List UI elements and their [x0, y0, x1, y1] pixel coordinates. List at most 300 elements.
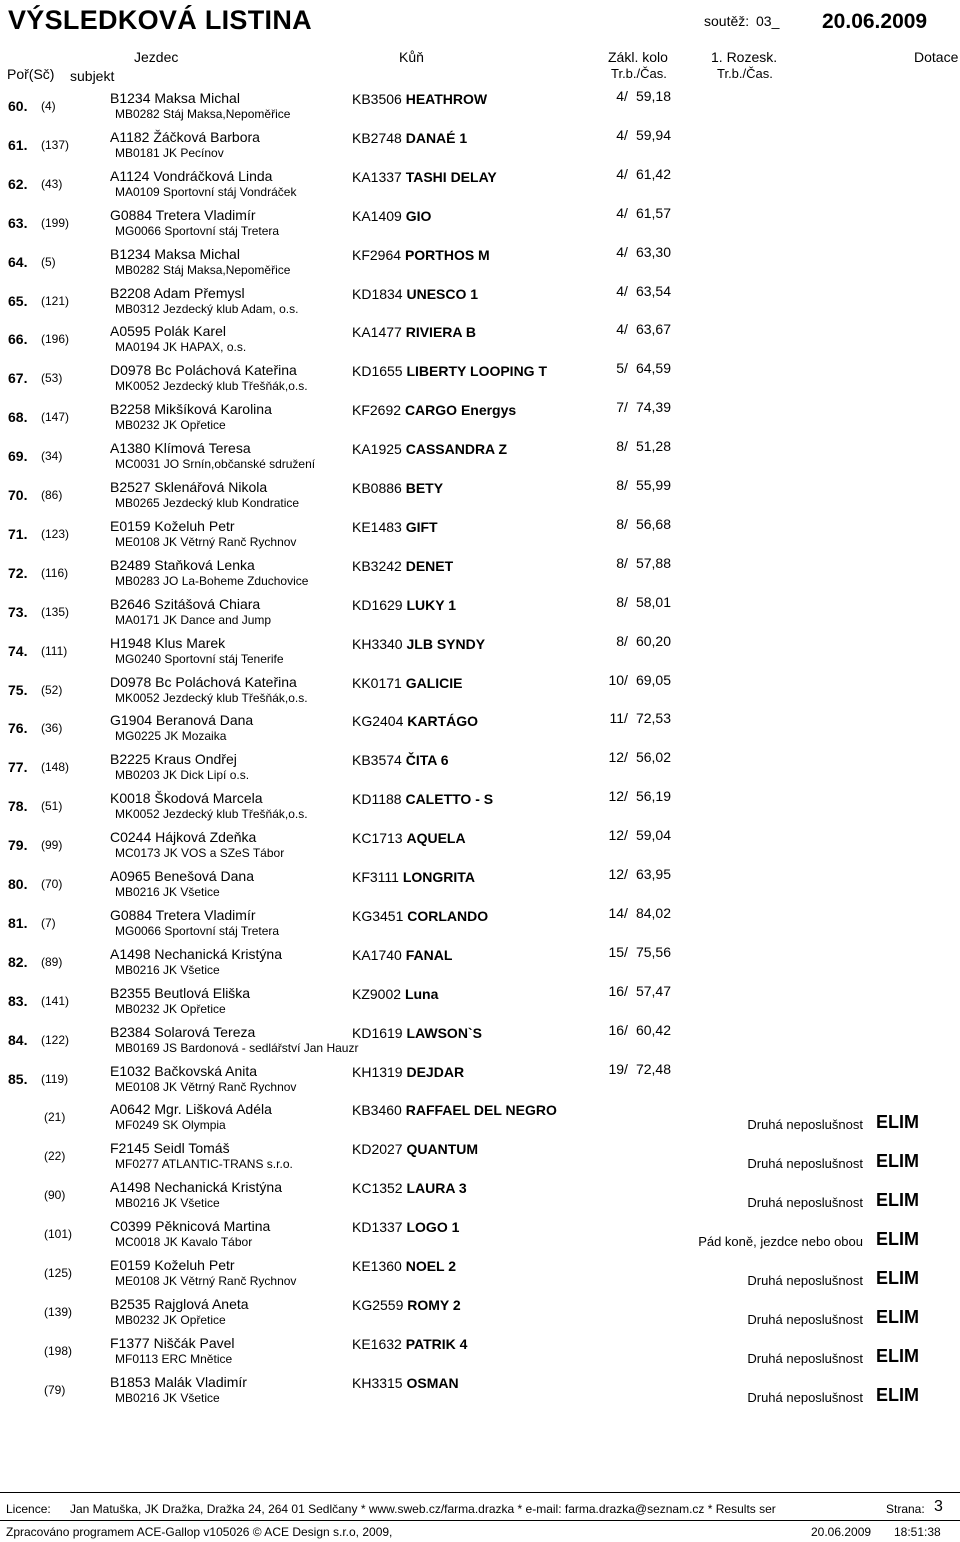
- result-row: [0, 399, 960, 438]
- rider: F2145 Seidl Tomáš: [110, 1140, 230, 1157]
- round-result: [595, 672, 671, 688]
- horse: [352, 791, 493, 807]
- elimination-reason: Druhá neposlušnost: [747, 1311, 863, 1327]
- horse: [352, 441, 507, 457]
- round-result: [595, 710, 671, 726]
- horse-id: KC1352: [352, 1180, 403, 1197]
- horse-name: LIBERTY LOOPING T: [406, 363, 548, 380]
- rank: 84.: [8, 1031, 28, 1048]
- elimination-reason: Druhá neposlušnost: [747, 1117, 863, 1133]
- horse-name: CASSANDRA Z: [405, 441, 508, 458]
- time: 60,20: [635, 632, 671, 649]
- rider-subject: MG0225 JK Mozaika: [115, 729, 227, 744]
- rider: A1124 Vondráčková Linda: [110, 167, 273, 184]
- start-number: (198): [44, 1343, 73, 1358]
- horse: [352, 636, 485, 652]
- horse-name: PATRIK 4: [405, 1335, 468, 1352]
- round-result: [595, 127, 671, 143]
- start-number: (52): [41, 682, 63, 697]
- horse-name: LAWSON`S: [406, 1024, 482, 1041]
- rank: 71.: [8, 525, 28, 542]
- status-badge: ELIM: [876, 1190, 919, 1211]
- horse-name: ROMY 2: [407, 1296, 461, 1313]
- time: 58,01: [635, 593, 671, 610]
- penalties: 15/: [608, 943, 628, 960]
- horse: [352, 91, 487, 107]
- horse-name: UNESCO 1: [406, 285, 479, 302]
- start-number: (196): [41, 332, 70, 347]
- time: 55,99: [635, 477, 671, 493]
- result-row: [0, 788, 960, 827]
- rank: 75.: [8, 681, 28, 698]
- rider: A0642 Mgr. Lišková Adéla: [110, 1101, 272, 1118]
- rider-subject: MG0066 Sportovní stáj Tretera: [115, 923, 280, 938]
- round-result: [595, 166, 671, 182]
- penalties: 10/: [608, 671, 628, 688]
- penalties: 4/: [616, 282, 628, 299]
- start-number: (116): [41, 565, 69, 580]
- result-row: [0, 749, 960, 788]
- horse-name: HEATHROW: [405, 91, 488, 107]
- horse-name: LAURA 3: [406, 1180, 467, 1197]
- rider: B2225 Kraus Ondřej: [110, 751, 237, 768]
- horse: [352, 1219, 459, 1235]
- horse: [352, 286, 478, 302]
- horse-id: KB3506: [352, 91, 402, 107]
- horse-id: KD1834: [352, 285, 403, 302]
- col-kun: Kůň: [399, 49, 424, 65]
- horse-name: ČITA 6: [405, 752, 449, 769]
- rider: E0159 Koželuh Petr: [110, 1257, 235, 1273]
- rider: G0884 Tretera Vladimír: [110, 206, 256, 223]
- status-badge: ELIM: [876, 1306, 919, 1327]
- time: 59,04: [635, 827, 671, 844]
- time: 56,02: [635, 749, 671, 766]
- horse-name: DEJDAR: [406, 1063, 465, 1080]
- eliminated-row: [0, 1372, 960, 1411]
- horse-id: KB0886: [352, 480, 402, 496]
- elimination-reason: Druhá neposlušnost: [747, 1350, 863, 1366]
- start-number: (89): [41, 954, 63, 969]
- round-result: [595, 866, 671, 882]
- licence-label: Licence:: [6, 1502, 51, 1516]
- header-date: 20.06.2009: [822, 10, 928, 33]
- rank: 80.: [8, 876, 28, 892]
- horse-id: KD1619: [352, 1024, 403, 1041]
- round-result: [595, 516, 671, 532]
- rank: 72.: [8, 564, 28, 581]
- status-badge: ELIM: [876, 1151, 919, 1172]
- rider-subject: MA0109 Sportovní stáj Vondráček: [115, 184, 297, 199]
- result-row: [0, 594, 960, 633]
- result-row: [0, 283, 960, 322]
- licence-text: Jan Matuška, JK Dražka, Dražka 24, 264 01 Sedlčany * www.sweb.cz/farma.drazka * e-mail: farma.drazka@seznam.cz * Results ser: [70, 1502, 776, 1516]
- horse-name: LUKY 1: [406, 596, 457, 613]
- rider-subject: MB0216 JK Všetice: [115, 962, 220, 977]
- rider: H1948 Klus Marek: [110, 634, 226, 651]
- horse-id: KE1483: [352, 518, 402, 535]
- start-number: (99): [41, 838, 63, 853]
- start-number: (21): [44, 1110, 66, 1125]
- start-number: (123): [41, 526, 70, 541]
- col-poradi: Poř(Sč): [7, 66, 55, 82]
- penalties: 4/: [616, 243, 628, 260]
- horse-id: KB3460: [352, 1102, 402, 1119]
- horse-name: GIO: [405, 207, 432, 224]
- elimination-reason: Druhá neposlušnost: [747, 1273, 863, 1288]
- start-number: (90): [44, 1188, 66, 1203]
- horse-name: LONGRITA: [402, 869, 475, 885]
- round-result: [595, 555, 671, 571]
- time: 64,59: [635, 360, 671, 377]
- round-result: [595, 438, 671, 454]
- rider-subject: MB0232 JK Opřetice: [115, 1312, 226, 1327]
- rider-subject: ME0108 JK Větrný Ranč Rychnov: [115, 1079, 297, 1094]
- elimination-reason: Druhá neposlušnost: [747, 1389, 863, 1405]
- rider: A1498 Nechanická Kristýna: [110, 1179, 282, 1196]
- horse-id: KH1319: [352, 1063, 403, 1080]
- start-number: (7): [41, 915, 56, 930]
- horse-name: Luna: [404, 985, 439, 1002]
- horse-id: KA1409: [352, 207, 402, 224]
- rank: 63.: [8, 214, 28, 231]
- result-row: [0, 555, 960, 594]
- horse: [352, 947, 452, 963]
- rider-subject: MK0052 Jezdecký klub Třešňák,o.s.: [115, 690, 308, 705]
- result-row: [0, 166, 960, 205]
- horse-id: KA1337: [352, 168, 402, 185]
- rider-subject: MB0216 JK Všetice: [115, 1390, 220, 1405]
- horse: [352, 830, 466, 846]
- rider-subject: MB0265 Jezdecký klub Kondratice: [115, 496, 300, 510]
- horse: [352, 1102, 557, 1118]
- start-number: (22): [44, 1149, 66, 1164]
- horse-id: KD1629: [352, 596, 403, 613]
- rider: B2489 Staňková Lenka: [110, 556, 255, 573]
- result-row: [0, 866, 960, 905]
- start-number: (137): [41, 137, 70, 152]
- round-result: [595, 788, 671, 804]
- horse-name: RIVIERA B: [405, 324, 476, 341]
- round-result: [595, 594, 671, 610]
- rank: 83.: [8, 992, 28, 1009]
- horse-id: KF2692: [352, 402, 402, 419]
- horse: [352, 675, 463, 691]
- horse-id: KA1740: [352, 946, 402, 963]
- horse-name: NOEL 2: [405, 1258, 457, 1274]
- start-number: (199): [41, 215, 70, 230]
- rider-subject: MK0052 Jezdecký klub Třešňák,o.s.: [115, 379, 308, 394]
- rider-subject: MA0171 JK Dance and Jump: [115, 612, 272, 627]
- round-result: [595, 205, 671, 221]
- horse-name: CARGO Energys: [404, 402, 517, 419]
- rider-subject: MA0194 JK HAPAX, o.s.: [115, 340, 247, 355]
- rider-subject: MG0066 Sportovní stáj Tretera: [115, 223, 280, 238]
- horse: [352, 247, 490, 263]
- penalties: 16/: [608, 1021, 628, 1038]
- eliminated-row: [0, 1255, 960, 1294]
- round-result: [595, 283, 671, 299]
- horse-id: KF2964: [352, 246, 402, 263]
- rider-subject: MB0216 JK Všetice: [115, 885, 220, 899]
- result-row: [0, 244, 960, 283]
- rider-subject: MB0312 Jezdecký klub Adam, o.s.: [115, 301, 299, 316]
- horse-name: OSMAN: [406, 1374, 459, 1391]
- rider: G1904 Beranová Dana: [110, 712, 254, 729]
- start-number: (5): [41, 254, 56, 269]
- result-row: [0, 710, 960, 749]
- horse: [352, 1258, 456, 1274]
- horse-id: KB2748: [352, 129, 402, 146]
- start-number: (79): [44, 1382, 66, 1397]
- horse-name: JLB SYNDY: [406, 635, 486, 652]
- penalties: 4/: [616, 204, 628, 221]
- footer-divider-2: [0, 1520, 960, 1521]
- print-date: 20.06.2009: [811, 1525, 872, 1539]
- rider: B2384 Solarová Tereza: [110, 1023, 256, 1040]
- status-badge: ELIM: [876, 1268, 919, 1288]
- start-number: (125): [44, 1266, 73, 1280]
- horse-id: KB3574: [352, 752, 402, 769]
- horse-id: KG3451: [352, 907, 404, 924]
- rank: 62.: [8, 175, 28, 192]
- horse: [352, 986, 438, 1002]
- eliminated-row: [0, 1216, 960, 1255]
- rank: 79.: [8, 837, 28, 854]
- time: 63,67: [635, 321, 671, 338]
- rank: 64.: [8, 253, 28, 270]
- horse-name: QUANTUM: [406, 1141, 479, 1158]
- rider-subject: MF0113 ERC Mnětice: [115, 1351, 233, 1366]
- horse: [352, 908, 488, 924]
- start-number: (111): [41, 643, 68, 658]
- horse: [352, 363, 547, 379]
- horse-id: KB3242: [352, 557, 402, 574]
- start-number: (101): [44, 1227, 73, 1242]
- page-number: 3: [934, 1498, 943, 1515]
- rank: 77.: [8, 759, 28, 776]
- competition-value: 03_: [756, 13, 780, 29]
- rider: K0018 Škodová Marcela: [110, 790, 263, 807]
- round-result: [595, 905, 671, 921]
- time: 63,95: [635, 866, 671, 882]
- rider: A0965 Benešová Dana: [110, 868, 254, 884]
- rank: 73.: [8, 603, 28, 620]
- start-number: (86): [41, 488, 63, 502]
- time: 72,53: [635, 710, 671, 727]
- competition-label: soutěž:: [704, 13, 750, 29]
- status-badge: ELIM: [876, 1112, 919, 1133]
- start-number: (43): [41, 176, 63, 191]
- time: 59,94: [635, 126, 671, 143]
- time: 63,30: [635, 243, 671, 260]
- time: 61,42: [635, 165, 671, 182]
- rider-subject: MC0031 JO Srnín,občanské sdružení: [115, 457, 316, 472]
- col-jezdec: Jezdec: [134, 49, 179, 65]
- footer-divider: [0, 1492, 960, 1493]
- start-number: (119): [41, 1071, 69, 1086]
- horse-id: KC1713: [352, 830, 403, 847]
- rider: A0595 Polák Karel: [110, 323, 226, 340]
- rank: 67.: [8, 370, 28, 387]
- horse-id: KD1188: [352, 791, 402, 808]
- horse: [352, 1025, 482, 1041]
- horse: [352, 1336, 467, 1352]
- time: 63,54: [635, 282, 671, 299]
- elimination-reason: Druhá neposlušnost: [747, 1195, 863, 1211]
- start-number: (34): [41, 449, 63, 464]
- time: 61,57: [635, 204, 671, 221]
- rider: E1032 Bačkovská Anita: [110, 1062, 258, 1079]
- rider-subject: MF0249 SK Olympia: [115, 1118, 226, 1133]
- result-row: [0, 88, 960, 127]
- rider-subject: MB0282 Stáj Maksa,Nepoměřice: [115, 107, 291, 121]
- rider: A1380 Klímová Teresa: [110, 440, 251, 457]
- rider: B2535 Rajglová Aneta: [110, 1295, 249, 1312]
- horse: [352, 869, 475, 885]
- rank: 85.: [8, 1070, 28, 1087]
- start-number: (53): [41, 371, 63, 386]
- rider-subject: MC0018 JK Kavalo Tábor: [115, 1235, 253, 1250]
- horse: [352, 1064, 464, 1080]
- start-number: (51): [41, 799, 63, 814]
- rider: B2646 Szitášová Chiara: [110, 595, 261, 612]
- elimination-reason: Druhá neposlušnost: [747, 1156, 863, 1172]
- horse: [352, 1297, 461, 1313]
- horse: [352, 130, 467, 146]
- horse-name: DANAÉ 1: [405, 129, 468, 146]
- time: 75,56: [635, 943, 671, 960]
- time: 59,18: [635, 88, 671, 104]
- program-text: Zpracováno programem ACE-Gallop v105026 © ACE Design s.r.o, 2009,: [6, 1525, 393, 1539]
- rider-subject: MK0052 Jezdecký klub Třešňák,o.s.: [115, 807, 308, 822]
- rider: G0884 Tretera Vladimír: [110, 906, 256, 923]
- rider-subject: MB0181 JK Pecínov: [115, 145, 224, 160]
- horse: [352, 324, 476, 340]
- result-row: [0, 477, 960, 516]
- result-row: [0, 1061, 960, 1100]
- round-result: [595, 827, 671, 843]
- result-row: [0, 672, 960, 711]
- horse: [352, 208, 431, 224]
- horse-id: KA1477: [352, 324, 402, 341]
- start-number: (148): [41, 760, 70, 775]
- horse-name: GALICIE: [405, 674, 463, 691]
- horse-id: KA1925: [352, 441, 402, 458]
- horse-name: LOGO 1: [406, 1219, 460, 1236]
- rider-subject: ME0108 JK Větrný Ranč Rychnov: [115, 534, 297, 549]
- penalties: 4/: [616, 126, 628, 143]
- start-number: (4): [41, 99, 56, 113]
- print-time: 18:51:38: [894, 1525, 941, 1539]
- result-row: [0, 516, 960, 555]
- rider: B1234 Maksa Michal: [110, 90, 240, 106]
- rider-subject: MC0173 JK VOS a SZeS Tábor: [115, 846, 285, 861]
- start-number: (121): [41, 293, 70, 308]
- penalties: 16/: [608, 982, 628, 999]
- penalties: 8/: [616, 632, 628, 649]
- col-rozesk-sub: Tr.b./Čas.: [717, 66, 773, 81]
- rider-subject: MF0277 ATLANTIC-TRANS s.r.o.: [115, 1157, 293, 1172]
- horse-name: CALETTO - S: [405, 791, 494, 808]
- horse-name: GIFT: [405, 518, 438, 535]
- penalties: 4/: [616, 165, 628, 182]
- rider: A1498 Nechanická Kristýna: [110, 945, 282, 962]
- time: 56,19: [635, 788, 671, 805]
- penalties: 14/: [608, 904, 628, 921]
- penalties: 7/: [616, 399, 628, 416]
- rank: 81.: [8, 914, 28, 931]
- horse-id: KG2559: [352, 1296, 404, 1313]
- penalties: 4/: [616, 321, 628, 338]
- time: 57,88: [635, 554, 671, 571]
- rank: 66.: [8, 331, 28, 348]
- rider-subject: MB0169 JS Bardonová - sedlářství Jan Hauzr: [115, 1040, 359, 1055]
- horse: [352, 752, 449, 768]
- result-row: [0, 1022, 960, 1061]
- horse-name: BETY: [405, 480, 444, 496]
- time: 57,47: [635, 982, 671, 999]
- result-row: [0, 905, 960, 944]
- rider-subject: MB0216 JK Všetice: [115, 1196, 220, 1211]
- rider: B1234 Maksa Michal: [110, 245, 240, 262]
- penalties: 8/: [616, 554, 628, 571]
- rank: 60.: [8, 98, 28, 114]
- page-label: Strana:: [886, 1502, 925, 1516]
- horse-name: TASHI DELAY: [405, 168, 497, 185]
- rider-subject: MB0232 JK Opřetice: [115, 1001, 226, 1016]
- eliminated-row: [0, 1333, 960, 1372]
- result-row: [0, 944, 960, 983]
- horse: [352, 169, 497, 185]
- round-result: [595, 399, 671, 415]
- round-result: [595, 477, 671, 493]
- round-result: [595, 88, 671, 104]
- eliminated-row: [0, 1177, 960, 1216]
- horse-id: KD2027: [352, 1141, 403, 1158]
- horse-id: KD1655: [352, 363, 403, 380]
- rank: 61.: [8, 136, 28, 153]
- rider: C0399 Pěknicová Martina: [110, 1218, 271, 1235]
- start-number: (139): [44, 1304, 73, 1319]
- horse-name: RAFFAEL DEL NEGRO: [405, 1102, 557, 1119]
- rider-subject: ME0108 JK Větrný Ranč Rychnov: [115, 1274, 297, 1288]
- horse: [352, 597, 456, 613]
- round-result: [595, 944, 671, 960]
- result-row: [0, 127, 960, 166]
- status-badge: ELIM: [876, 1345, 919, 1366]
- penalties: 8/: [616, 438, 628, 455]
- rider: E0159 Koželuh Petr: [110, 517, 235, 534]
- horse-name: CORLANDO: [407, 907, 489, 924]
- horse: [352, 713, 478, 729]
- horse-id: KE1632: [352, 1335, 402, 1352]
- col-zakl-sub: Tr.b./Čas.: [611, 66, 667, 81]
- time: 56,68: [635, 515, 671, 532]
- rank: 69.: [8, 448, 28, 465]
- time: 51,28: [635, 438, 671, 455]
- rider-subject: MB0283 JO La-Boheme Zduchovice: [115, 573, 309, 588]
- result-row: [0, 360, 960, 399]
- penalties: 12/: [608, 827, 628, 844]
- horse: [352, 1141, 478, 1157]
- result-row: [0, 438, 960, 477]
- penalties: 8/: [616, 593, 628, 610]
- start-number: (147): [41, 410, 70, 425]
- penalties: 12/: [608, 866, 628, 882]
- col-rozesk: 1. Rozesk.: [711, 49, 778, 65]
- horse: [352, 1180, 467, 1196]
